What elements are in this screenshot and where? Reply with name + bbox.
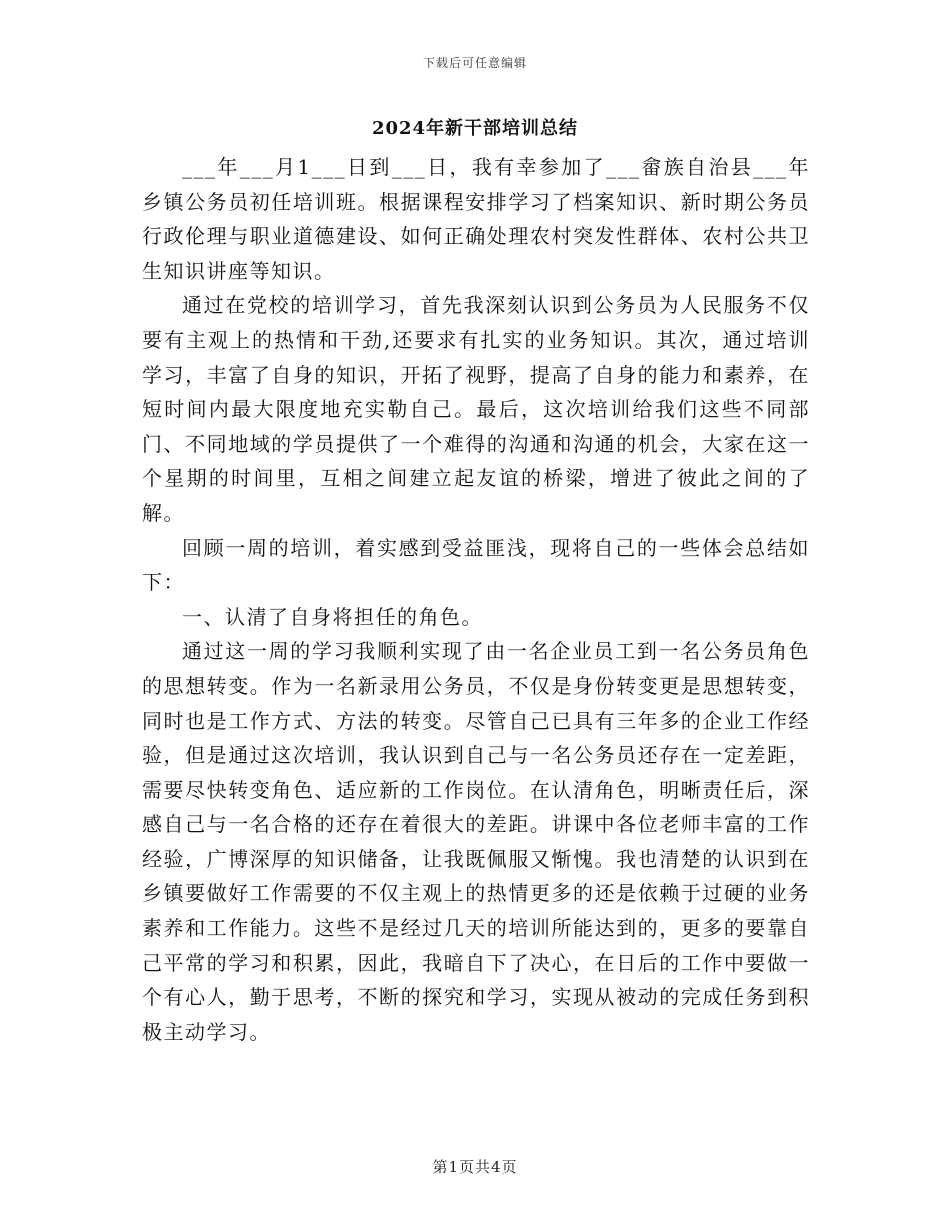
document-body <box>142 150 810 1049</box>
page-number-footer: 第1页共4页 <box>432 1158 518 1176</box>
section-heading-role: 一、认清了自身将担任的角色。 <box>182 604 483 629</box>
page-header-note: 下载后可任意编辑 <box>422 56 527 70</box>
paragraph-review: 回顾一周的培训，着实感到受益匪浅，现将自己的一些体会总结如下： <box>142 535 810 595</box>
paragraph-training-gains: 通过在党校的培训学习，首先我深刻认识到公务员为人民服务不仅要有主观上的热情和干劲,还要求有扎实的业务知识。其次，通过培训学习，丰富了自身的知识，开拓了视野，提高了自身的能力和素养，在短时间内最大限度地充实勒自己。最后，这次培训给我们这些不同部门、不同地域的学员提供了一个难得的沟通和沟通的机会，大家在这一个星期的时间里，互相之间建立起友谊的桥梁，增进了彼此之间的了解。 <box>142 293 810 525</box>
document-title: 2024年新干部培训总结 <box>371 118 579 139</box>
paragraph-training-intro: ___年___月1___日到___日，我有幸参加了___畲族自治县___年乡镇公务员初任培训班。根据课程安排学习了档案知识、新时期公务员行政伦理与职业道德建设、如何正确处理农村突发性群体、农村公共卫生知识讲座等知识。 <box>142 155 810 283</box>
paragraph-role-change: 通过这一周的学习我顺利实现了由一名企业员工到一名公务员角色的思想转变。作为一名新录用公务员，不仅是身份转变更是思想转变，同时也是工作方式、方法的转变。尽管自己已具有三年多的企业工作经验，但是通过这次培训，我认识到自己与一名公务员还存在一定差距，需要尽快转变角色、适应新的工作岗位。在认清角色，明晰责任后，深感自己与一名合格的还存在着很大的差距。讲课中各位老师丰富的工作经验，广博深厚的知识储备，让我既佩服又惭愧。我也清楚的认识到在乡镇要做好工作需要的不仅主观上的热情更多的还是依赖于过硬的业务素养和工作能力。这些不是经过几天的培训所能达到的，更多的要靠自己平常的学习和积累，因此，我暗自下了决心，在日后的工作中要做一个有心人，勤于思考，不断的探究和学习，实现从被动的完成任务到积极主动学习。 <box>142 639 810 1044</box>
